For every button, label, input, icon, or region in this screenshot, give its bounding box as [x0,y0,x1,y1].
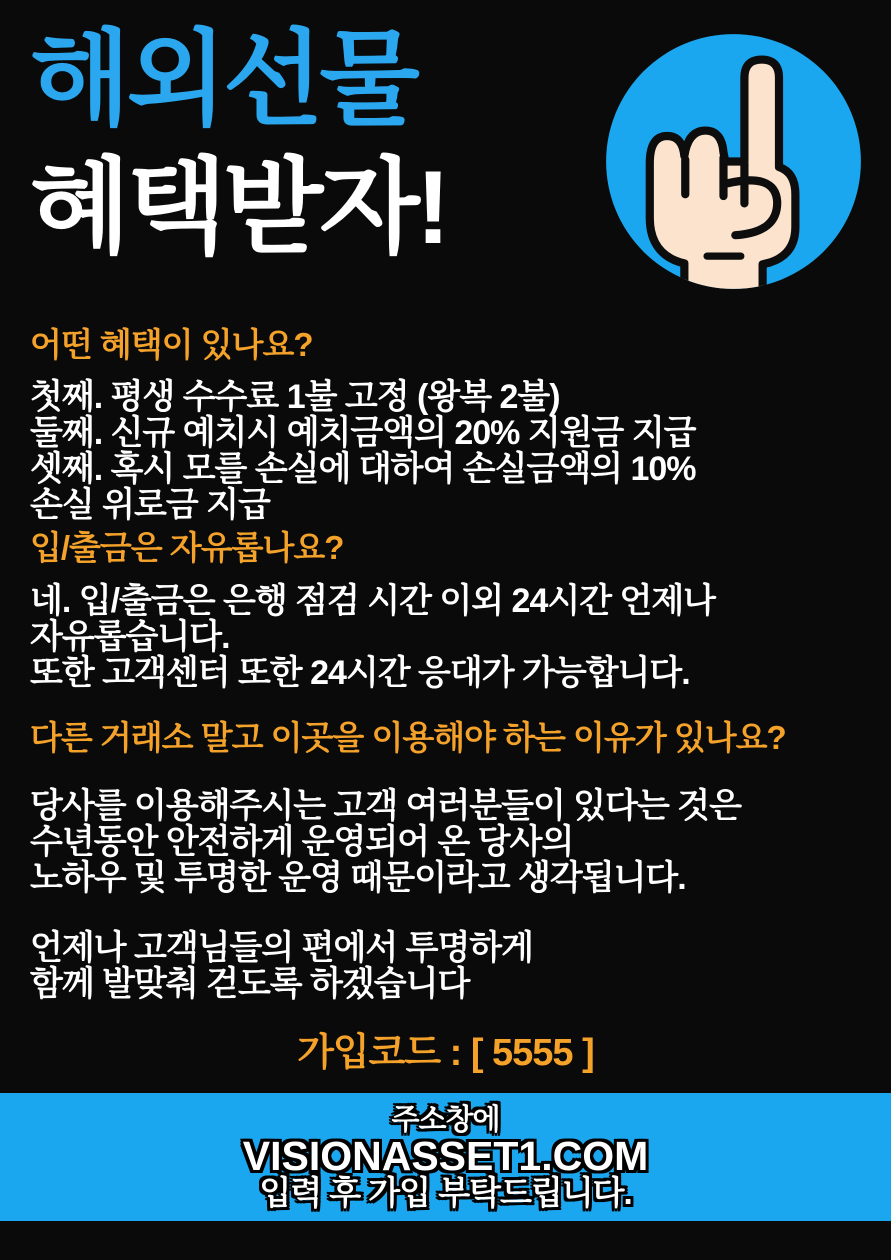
footer-banner [0,1093,891,1221]
page-title [30,16,447,272]
benefit-line: 셋째. 혹시 모를 손실에 대하여 손실금액의 10% [30,450,696,488]
section-why-text-2 [30,930,871,1002]
deposit-line: 네. 입/출금은 은행 점검 시간 이외 24시간 언제나 [30,582,716,620]
section-why-text-1 [30,788,871,896]
pointing-up-hand-icon [597,25,870,298]
footer-line3: 입력 후 가입 부탁드립니다. [259,1174,632,1211]
section-benefits-heading: 어떤 혜택이 있나요? [30,326,313,363]
title-line2: 혜택받자! [30,150,447,266]
benefit-line: 손실 위로금 지급 [30,486,270,524]
section-benefits-text [30,379,871,523]
why-line: 수년동안 안전하게 운영되어 온 당사의 [30,823,574,861]
section-deposit-heading: 입/출금은 자유롭나요? [30,529,344,566]
website-url: VISIONASSET1.COM [242,1133,649,1179]
title-line1: 해외선물 [30,22,416,138]
why-line: 언제나 고객님들의 편에서 투명하게 [30,929,533,967]
why-line: 당사를 이용해주시는 고객 여러분들이 있다는 것은 [30,787,741,825]
section-deposit-text [30,583,871,691]
deposit-line: 자유롭습니다. [30,618,230,656]
signup-code-line [0,1032,891,1074]
why-line: 함께 발맞춰 걷도록 하겠습니다 [30,965,470,1003]
benefit-line: 둘째. 신규 예치시 예치금액의 20% 지원금 지급 [30,414,696,452]
why-line: 노하우 및 투명한 운영 때문이라고 생각됩니다. [30,859,686,897]
section-why-heading: 다른 거래소 말고 이곳을 이용해야 하는 이유가 있나요? [30,719,786,756]
benefit-line: 첫째. 평생 수수료 1불 고정 (왕복 2불) [30,378,560,416]
footer-line1: 주소창에 [391,1104,500,1136]
signup-code-value: [ 5555 ] [470,1032,594,1074]
signup-code-label: 가입코드 : [297,1032,462,1074]
deposit-line: 또한 고객센터 또한 24시간 응대가 가능합니다. [30,654,690,692]
